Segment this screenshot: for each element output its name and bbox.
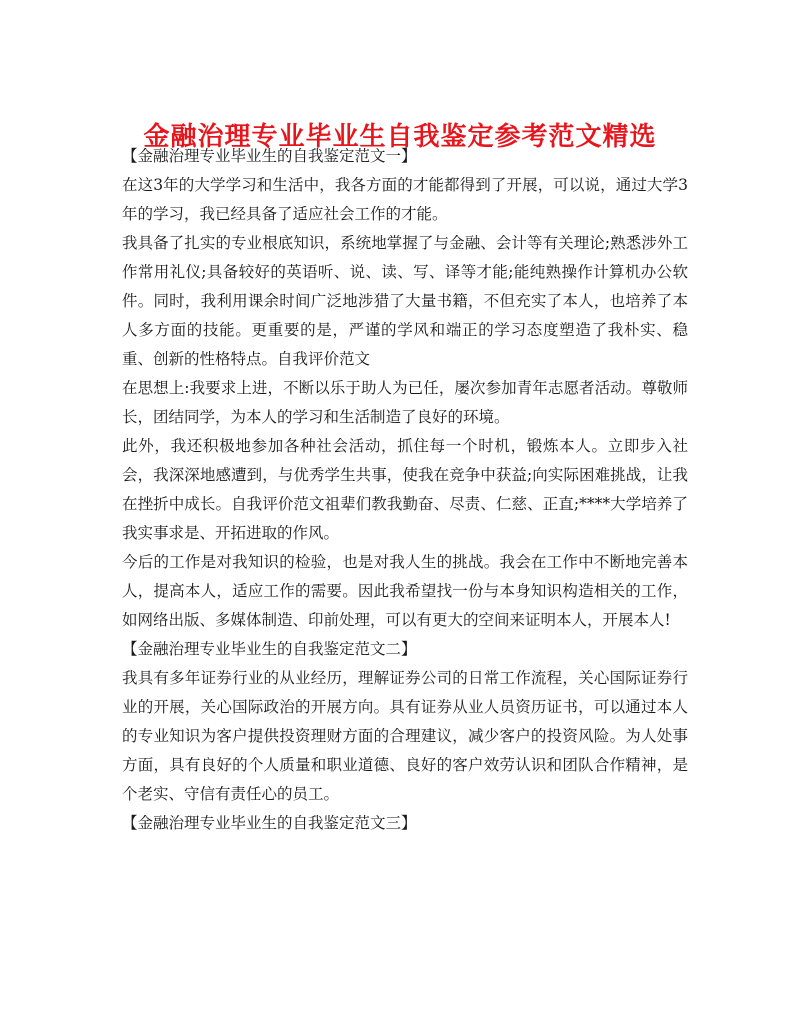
- paragraph: 我具有多年证券行业的从业经历，理解证券公司的日常工作流程，关心国际证券行业的开展，关心国际政治的开展方向。具有证券从业人员资历证书，可以通过本人的专业知识为客户提供投资理财方面的合理建议，减少客户的投资风险。为人处事方面，具有良好的个人质量和职业道德、良好的客户效劳认识和团队合作精神，是个老实、守信有责任心的员工。: [122, 669, 688, 803]
- section-heading-2: 【金融治理专业毕业生的自我鉴定范文二】: [122, 640, 417, 658]
- paragraph: 我具备了扎实的专业根底知识，系统地掌握了与金融、会计等有关理论;熟悉涉外工作常用礼仪;具备较好的英语听、说、读、写、译等才能;能纯熟操作计算机办公软件。同时，我利用课余时间广泛地涉猎了大量书籍，不但充实了本人，也培养了本人多方面的技能。更重要的是，严谨的学风和端正的学习态度塑造了我朴实、稳重、创新的性格特点。自我评价范文: [122, 234, 688, 368]
- paragraph: 今后的工作是对我知识的检验，也是对我人生的挑战。我会在工作中不断地完善本人，提高本人，适应工作的需要。因此我希望找一份与本身知识构造相关的工作，如网络出版、多媒体制造、印前处理，可以有更大的空间来证明本人，开展本人!: [122, 553, 688, 629]
- section-heading-1: 【金融治理专业毕业生的自我鉴定范文一】: [122, 147, 417, 165]
- paragraph: 在这3年的大学学习和生活中，我各方面的才能都得到了开展，可以说，通过大学3年的学习，我已经具备了适应社会工作的才能。: [122, 176, 688, 223]
- document-title: 金融治理专业毕业生自我鉴定参考范文精选: [143, 122, 657, 153]
- paragraph: 此外，我还积极地参加各种社会活动，抓住每一个时机，锻炼本人。立即步入社会，我深深地感遭到，与优秀学生共事，使我在竞争中获益;向实际困难挑战，让我在挫折中成长。自我评价范文祖辈们教我勤奋、尽责、仁慈、正直;****大学培养了我实事求是、开拓进取的作风。: [122, 437, 688, 542]
- section-heading-3: 【金融治理专业毕业生的自我鉴定范文三】: [122, 814, 417, 832]
- paragraph: 在思想上:我要求上进，不断以乐于助人为已任，屡次参加青年志愿者活动。尊敬师长，团结同学，为本人的学习和生活制造了良好的环境。: [122, 379, 688, 426]
- document-body: [122, 142, 688, 838]
